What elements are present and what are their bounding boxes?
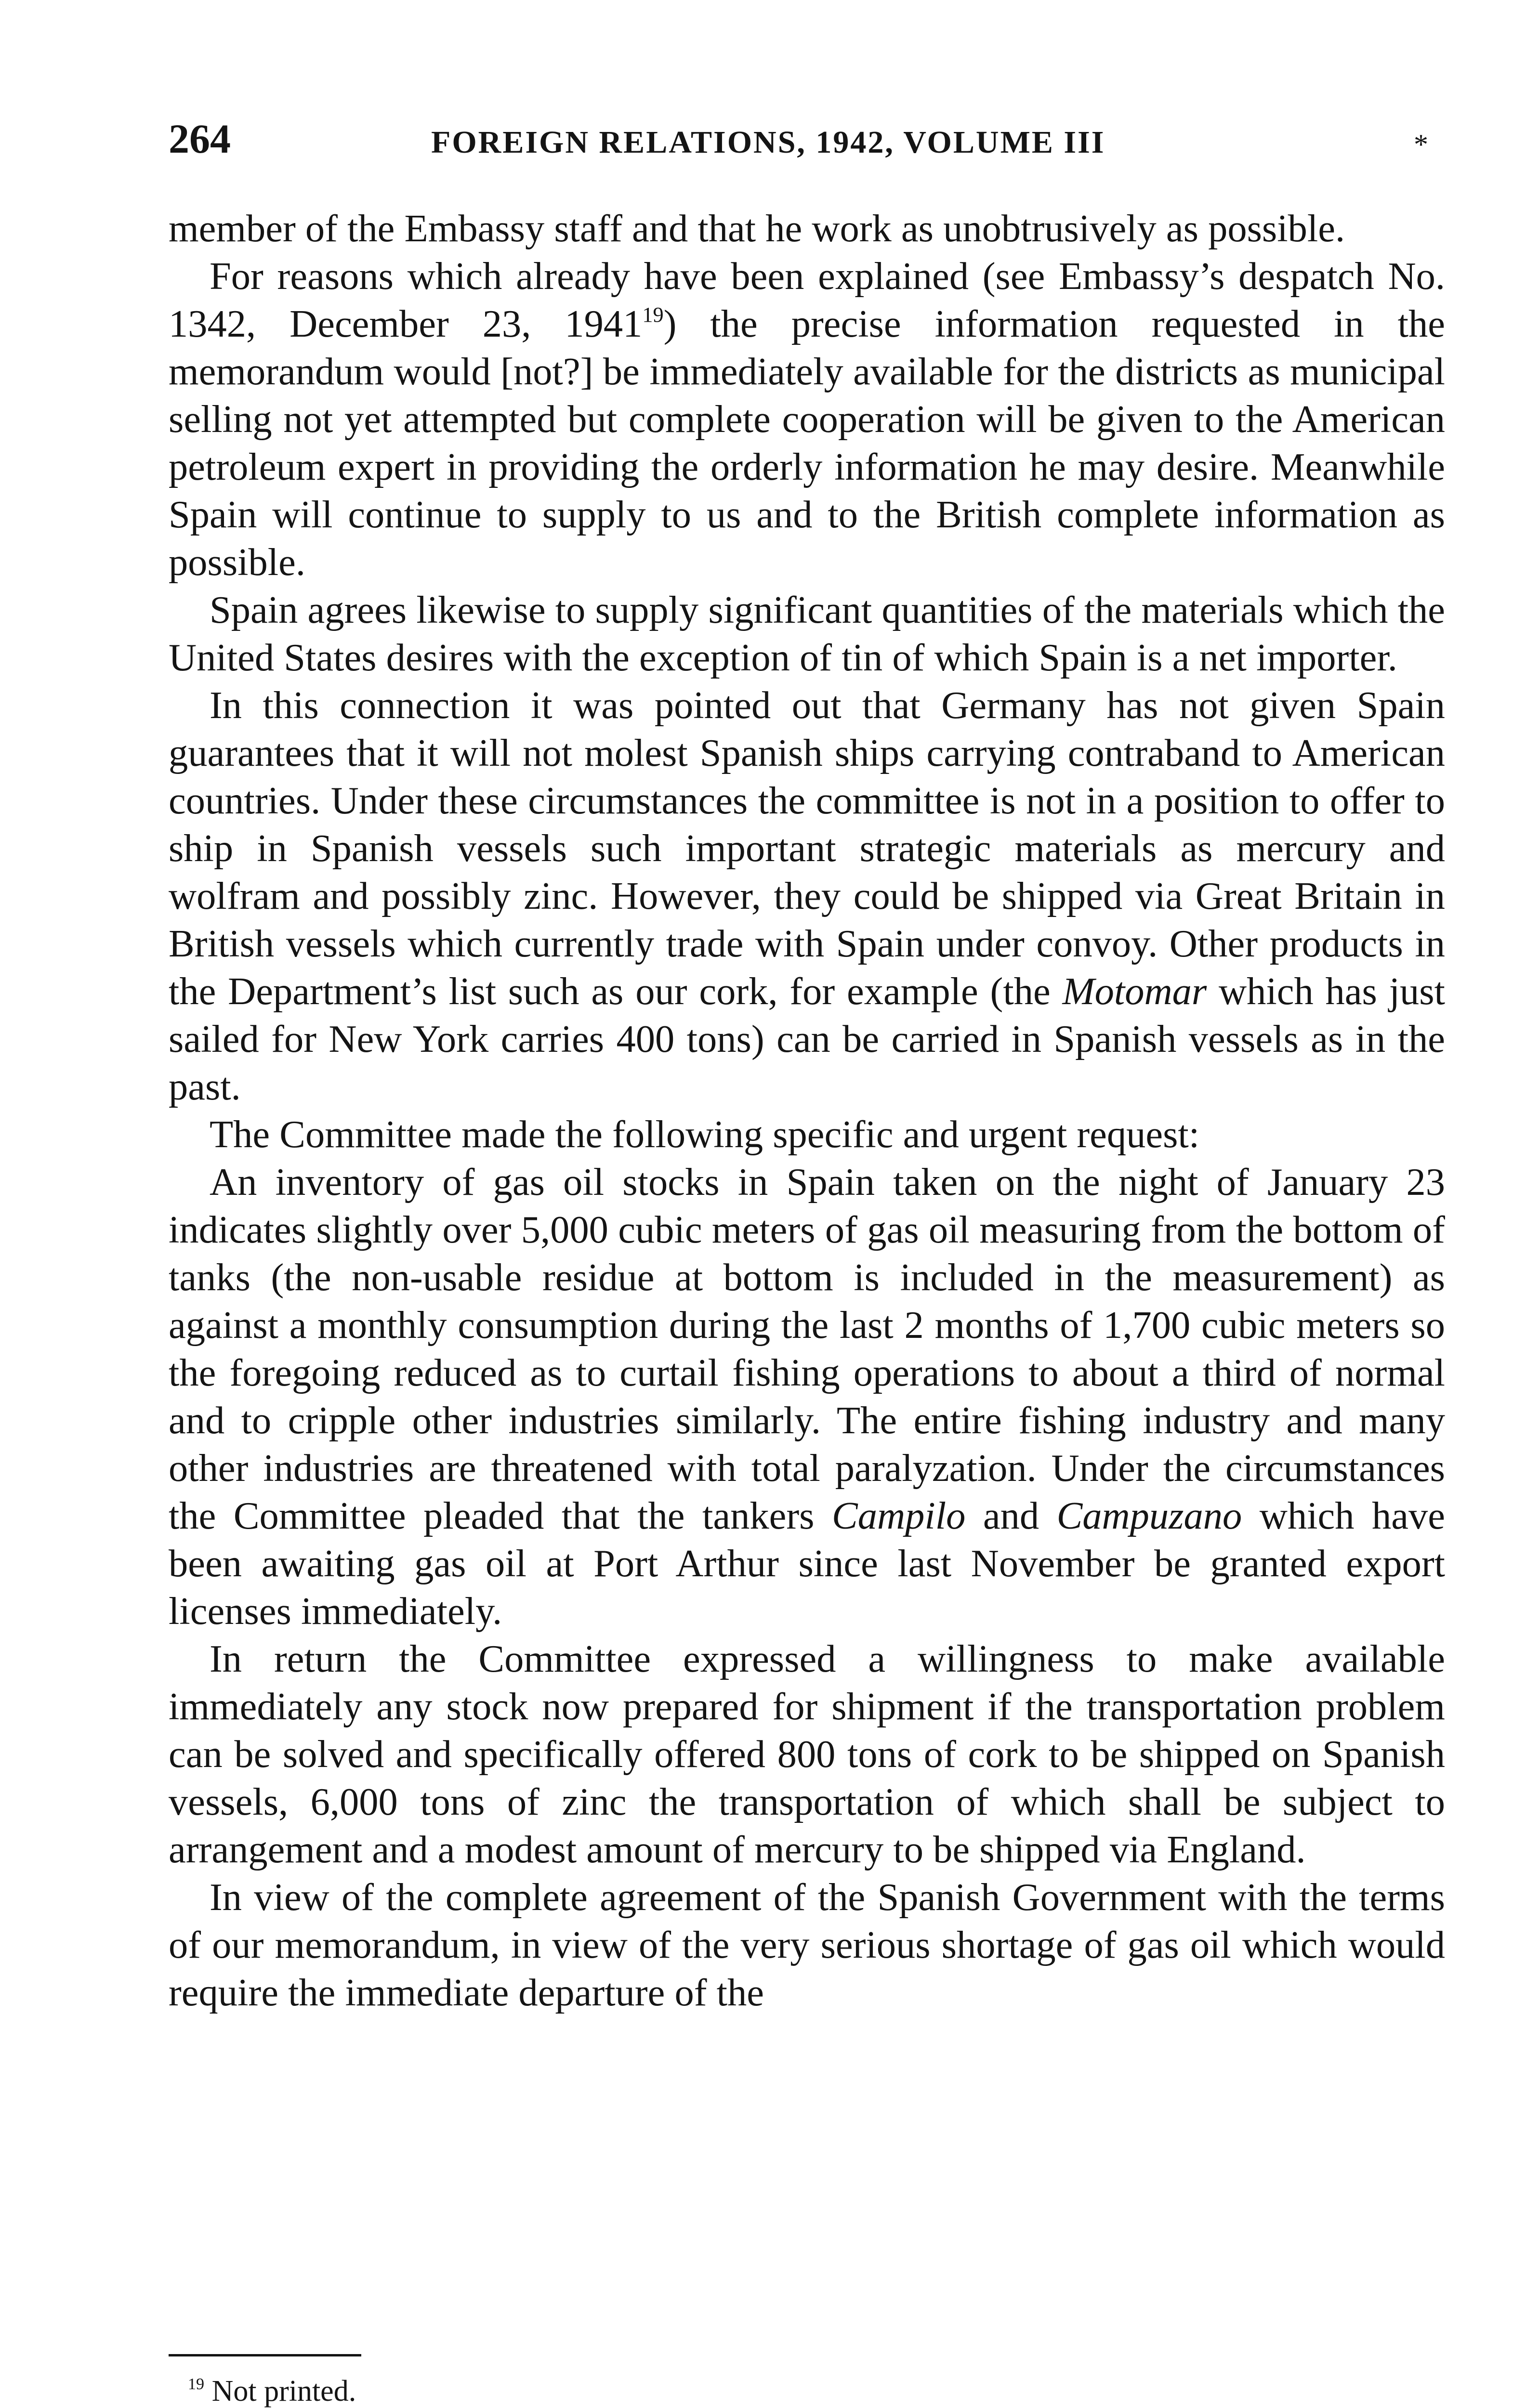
- footnote: [188, 2372, 356, 2408]
- footnote-divider: [169, 2354, 361, 2356]
- paragraph-7: In return the Committee expressed a willingness to make available immediately any stock now prepared for shipment if the transportation problem can be solved and specifically offered 800 tons of cork to be shipped on Spanish vessels, 6,000 tons of zinc the transportation of which shall be subject to arrangement and a modest amount of mercury to be shipped via England.: [169, 1637, 1445, 1871]
- ship-name-motomar: Motomar: [1062, 970, 1207, 1013]
- paragraph-6: An inventory of gas oil stocks in Spain taken on the night of January 23 indicates slightly over 5,000 cubic meters of gas oil measuring from the bottom of tanks (the non-usable residue at bottom is included in the measurement) as against a monthly consumption during the last 2 months of 1,700 cubic meters so the foregoing reduced as to curtail fishing operations to about a third of normal and to cripple other industries similarly. The entire fishing industry and many other industries are threatened with total paralyzation. Under the circumstances the Committee pleaded that the tankers Campilo and Campuzano which have been awaiting gas oil at Port Arthur since last November be granted export licenses immediately.: [169, 1161, 1445, 1633]
- ship-name-campuzano: Campuzano: [1056, 1494, 1242, 1537]
- paragraph-5: The Committee made the following specific and urgent request:: [210, 1113, 1200, 1156]
- page-number: 264: [169, 116, 231, 162]
- ship-name-campilo: Campilo: [832, 1494, 966, 1537]
- paragraph-2: For reasons which already have been explained (see Embassy’s despatch No. 1342, December 23, 1941$^{19}$) the precise information requested in the memorandum would [not?] be immediately available for the districts as municipal selling not yet attempted but complete cooperation will be given to the American petroleum expert in providing the orderly information he may desire. Meanwhile Spain will continue to supply to us and to the British complete information as possible.: [169, 255, 1445, 584]
- footnote-number: 19: [188, 2375, 205, 2394]
- paragraph-8: In view of the complete agreement of the Spanish Government with the terms of our memorandum, in view of the very serious shortage of gas oil which would require the immediate departure of the: [169, 1876, 1445, 2014]
- running-head: FOREIGN RELATIONS, 1942, VOLUME III: [431, 125, 1105, 160]
- body-text: [169, 205, 1445, 2016]
- paragraph-4: In this connection it was pointed out that Germany has not given Spain guarantees that it will not molest Spanish ships carrying contraband to American countries. Under these circumstances the committee is not in a position to offer to ship in Spanish vessels such important strategic materials as mercury and wolfram and possibly zinc. However, they could be shipped via Great Britain in British vessels which currently trade with Spain under convoy. Other products in the Department’s list such as our cork, for example (the Motomar which has just sailed for New York carries 400 tons) can be carried in Spanish vessels as in the past.: [169, 684, 1445, 1108]
- footnote-ref: 19: [642, 303, 664, 327]
- paragraph-3: Spain agrees likewise to supply significant quantities of the materials which the United States desires with the exception of tin of which Spain is a net importer.: [169, 589, 1445, 679]
- paragraph-1: member of the Embassy staff and that he work as unobtrusively as possible.: [169, 207, 1345, 250]
- stray-mark: *: [1414, 129, 1428, 160]
- page-header: [169, 115, 1445, 168]
- footnote-text: Not printed.: [204, 2375, 356, 2408]
